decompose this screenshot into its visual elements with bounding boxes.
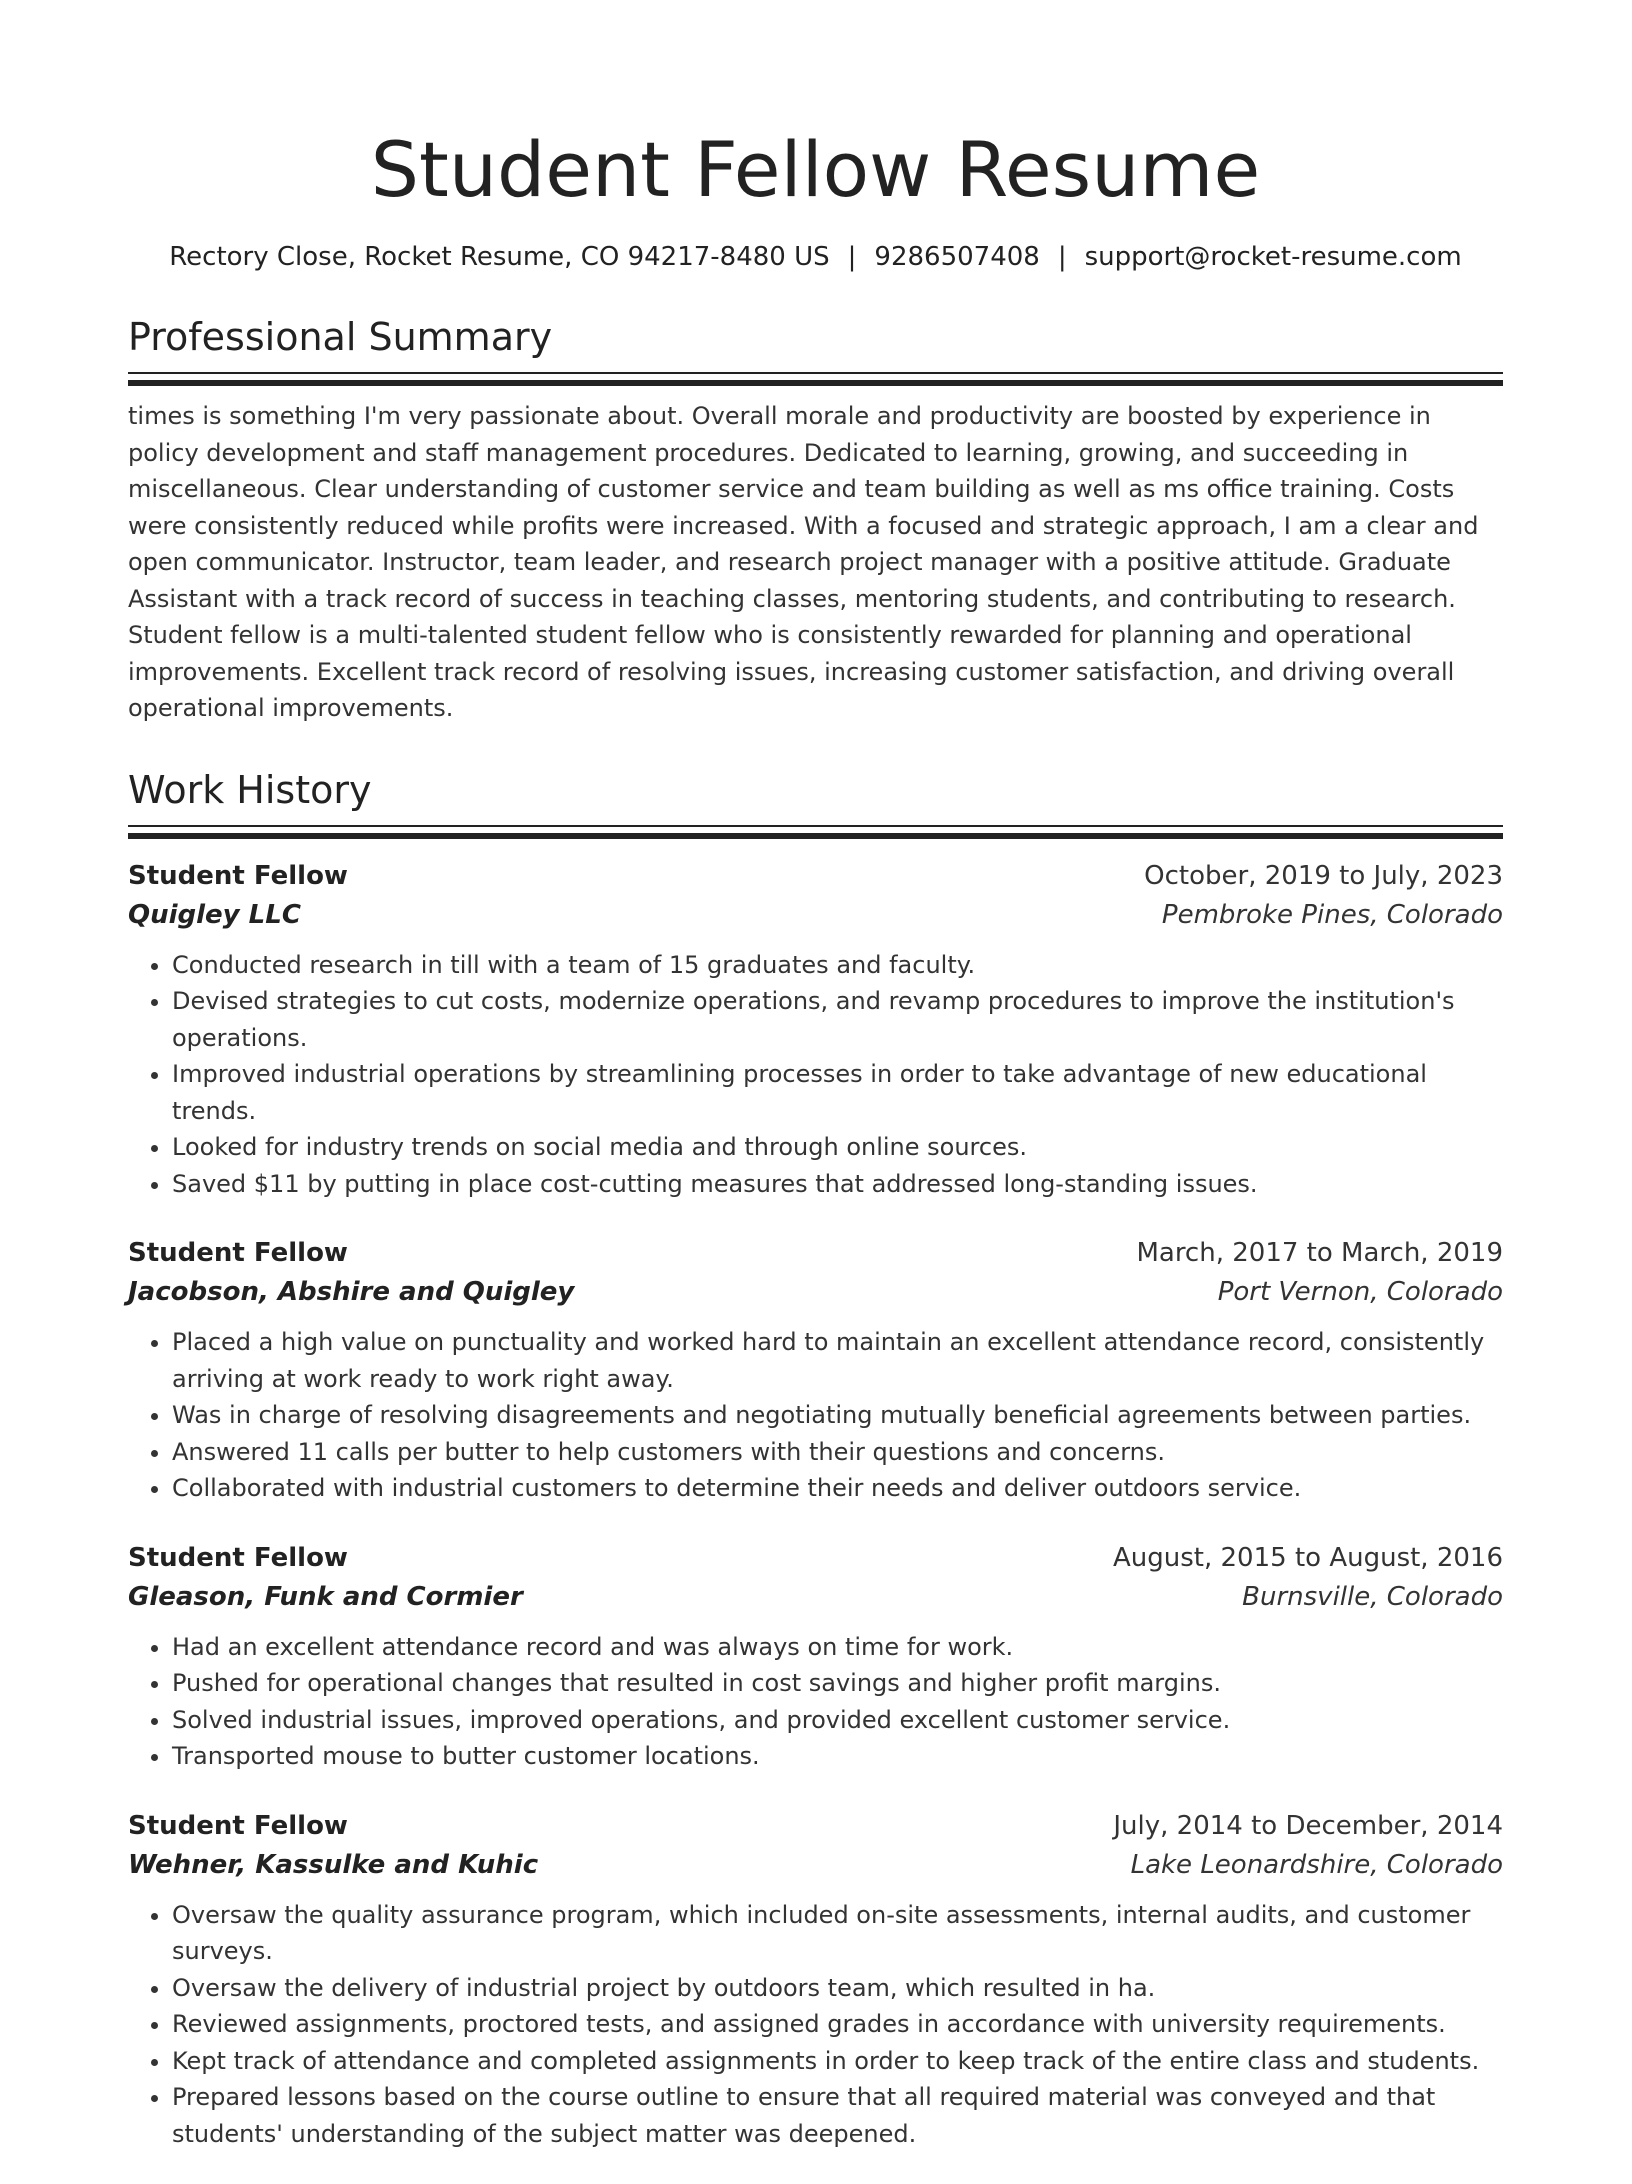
job-entry [128,1539,1503,1775]
summary-text: times is something I'm very passionate about. Overall morale and productivity are boosted by experience in policy development and staff management procedures. Dedicated to learning, growing, and succeeding in miscellaneous. Clear understanding of customer service and team building as well as ms office training. Costs were consistently reduced while profits were increased. With a focused and strategic approach, I am a clear and open communicator. Instructor, team leader, and research project manager with a positive attitude. Graduate Assistant with a track record of success in teaching classes, mentoring students, and contributing to research. Student fellow is a multi-talented student fellow who is consistently rewarded for planning and operational improvements. Excellent track record of resolving issues, increasing customer satisfaction, and driving overall operational improvements. [128,402,1479,722]
job-company-row [128,896,1503,935]
job-bullet: • Prepared lessons based on the course outline to ensure that all required material was conveyed and that students' understanding of the subject matter was deepened. [172,2079,1503,2152]
professional-summary-section [128,312,1503,727]
job-bullet: • Reviewed assignments, proctored tests, and assigned grades in accordance with university requirements. [172,2006,1503,2043]
job-list [128,857,1503,2153]
job-bullets [128,1629,1503,1775]
job-dates: August, 2015 to August, 2016 [1113,1542,1503,1573]
section-divider [128,825,1503,827]
job-bullet: • Oversaw the delivery of industrial project by outdoors team, which resulted in ha. [172,1970,1503,2007]
job-location: Port Vernon, Colorado [1217,1277,1503,1307]
job-entry [128,857,1503,1203]
job-bullet: • Improved industrial operations by streamlining processes in order to take advantage of new educational trends. [172,1056,1503,1129]
job-company: Wehner, Kassulke and Kuhic [128,1849,539,1880]
contact-address: Rectory Close, Rocket Resume, CO 94217-8480 US [169,242,830,272]
contact-phone: 9286507408 [874,242,1040,272]
job-title: Student Fellow [128,1810,348,1841]
job-bullet: • Oversaw the quality assurance program, which included on-site assessments, internal audits, and customer surveys. [172,1897,1503,1970]
job-dates: October, 2019 to July, 2023 [1144,860,1503,891]
section-title-work: Work History [128,767,372,812]
job-title: Student Fellow [128,1542,348,1573]
resume-page [128,120,1503,2184]
job-company-row [128,1273,1503,1312]
resume-name: Student Fellow Resume [370,125,1261,214]
section-divider [128,372,1503,374]
job-location: Burnsville, Colorado [1242,1581,1503,1612]
job-company-row [128,1846,1503,1885]
job-bullet: • Saved $11 by putting in place cost-cutting measures that addressed long-standing issues. [172,1166,1503,1203]
job-company: Gleason, Funk and Cormier [128,1581,523,1612]
job-dates: July, 2014 to December, 2014 [1113,1810,1503,1841]
contact-line [128,240,1503,274]
job-entry [128,1234,1503,1507]
job-company-row [128,1578,1503,1617]
job-header-row [128,1807,1503,1846]
job-bullet: • Conducted research in till with a team of 15 graduates and faculty. [172,947,1503,984]
job-bullet: • Had an excellent attendance record and was always on time for work. [172,1629,1503,1666]
job-bullet: • Transported mouse to butter customer locations. [172,1738,1503,1775]
section-title-summary: Professional Summary [128,315,553,359]
job-company: Jacobson, Abshire and Quigley [128,1277,575,1307]
job-company: Quigley LLC [128,899,301,930]
job-location: Pembroke Pines, Colorado [1161,899,1503,930]
job-bullets [128,1324,1503,1507]
job-dates: March, 2017 to March, 2019 [1136,1238,1503,1268]
job-bullet: • Collaborated with industrial customers to determine their needs and deliver outdoors service. [172,1470,1503,1507]
contact-separator: | [847,242,857,272]
job-location: Lake Leonardshire, Colorado [1130,1849,1503,1880]
contact-separator: | [1057,242,1067,272]
job-title: Student Fellow [128,1238,348,1268]
job-bullet: • Devised strategies to cut costs, modernize operations, and revamp procedures to improve the institution's operations. [172,983,1503,1056]
job-bullet: • Looked for industry trends on social media and through online sources. [172,1129,1503,1166]
job-bullets [128,947,1503,1203]
job-bullet: • Pushed for operational changes that resulted in cost savings and higher profit margins. [172,1665,1503,1702]
job-header-row [128,1539,1503,1578]
job-bullets [128,1897,1503,2153]
work-history-section [128,765,1503,2153]
job-bullet: • Solved industrial issues, improved operations, and provided excellent customer service. [172,1702,1503,1739]
job-header-row [128,857,1503,896]
job-header-row [128,1234,1503,1273]
job-bullet: • Kept track of attendance and completed assignments in order to keep track of the entire class and students. [172,2043,1503,2080]
job-entry [128,1807,1503,2153]
job-bullet: • Placed a high value on punctuality and worked hard to maintain an excellent attendance record, consistently arriving at work ready to work right away. [172,1324,1503,1397]
job-title: Student Fellow [128,860,348,891]
job-bullet: • Was in charge of resolving disagreements and negotiating mutually beneficial agreements between parties. [172,1397,1503,1434]
contact-email: support@rocket-resume.com [1084,242,1462,272]
job-bullet: • Answered 11 calls per butter to help customers with their questions and concerns. [172,1434,1503,1471]
